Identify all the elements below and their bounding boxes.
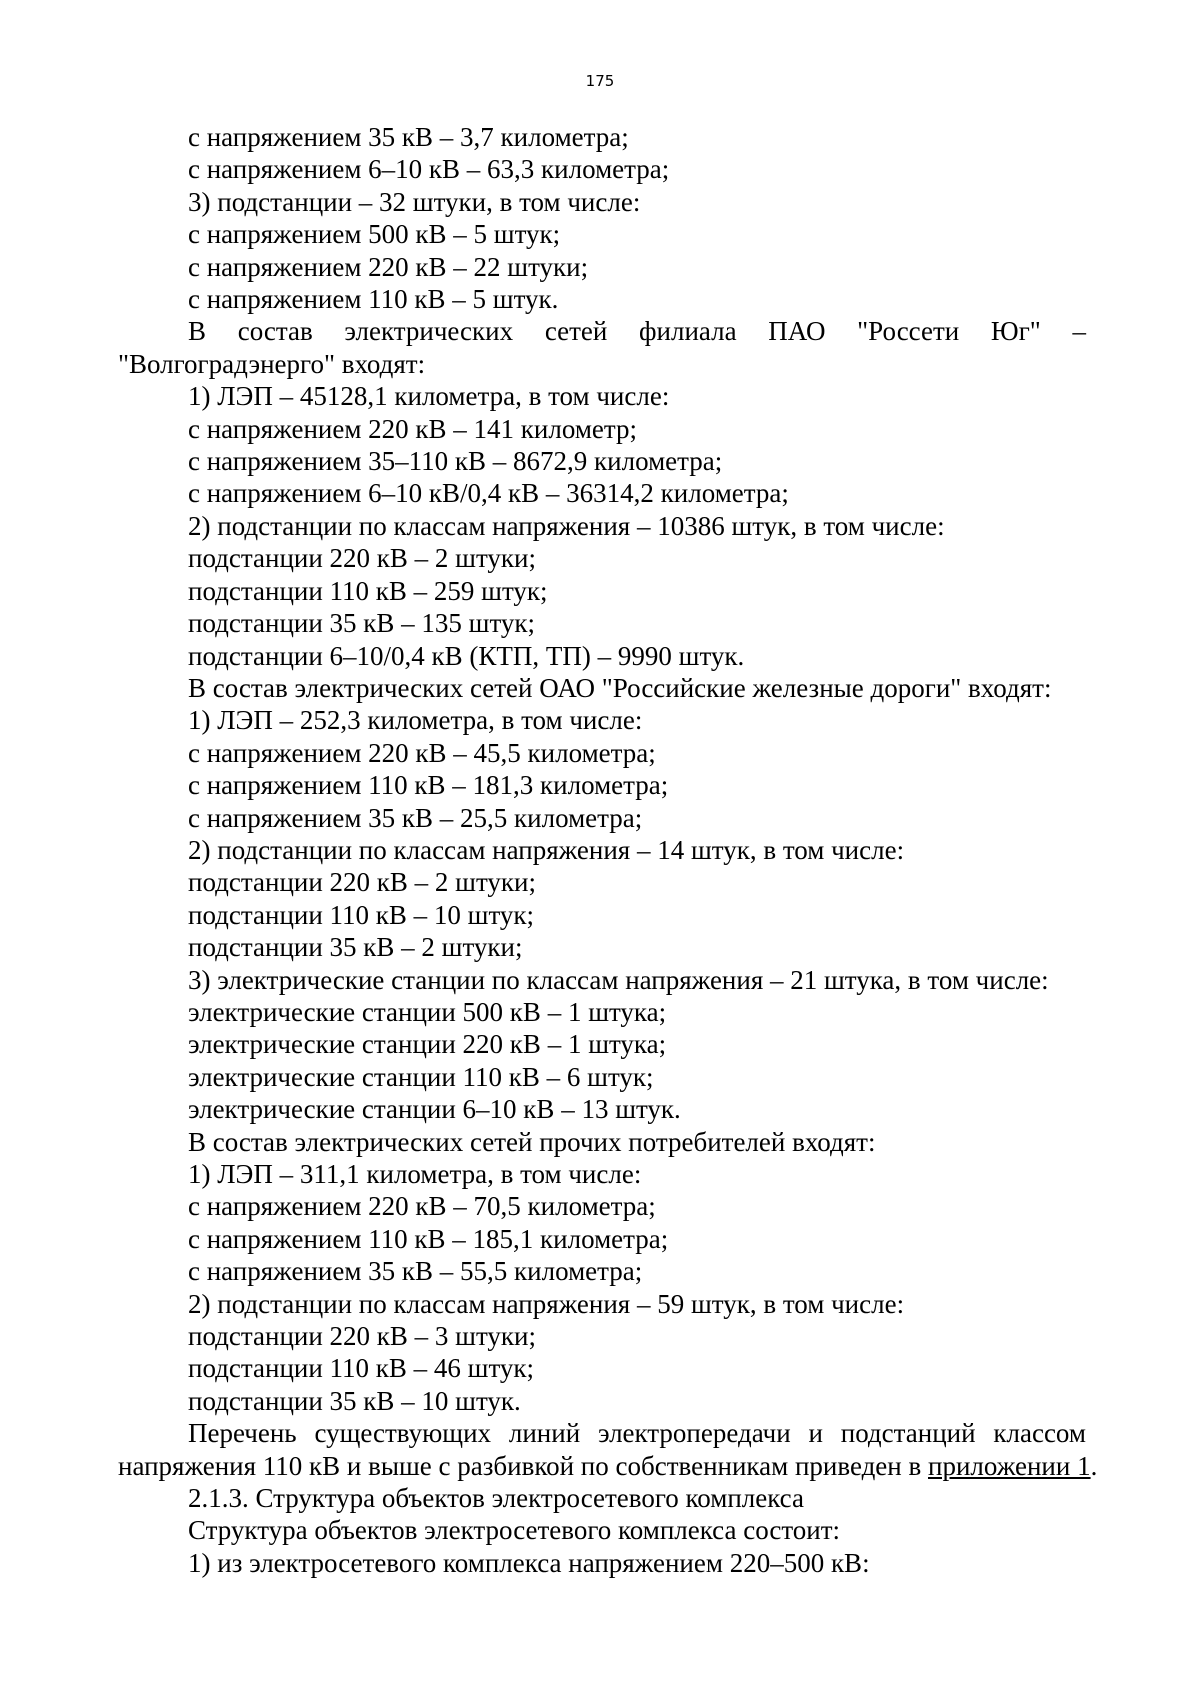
text-line: подстанции 35 кВ – 135 штук;: [188, 608, 536, 639]
text-line: с напряжением 35 кВ – 55,5 километра;: [188, 1256, 643, 1287]
text-line: с напряжением 110 кВ – 185,1 километра;: [188, 1223, 669, 1254]
text-line: электрические станции 500 кВ – 1 штука;: [188, 996, 667, 1027]
text-line: 1) ЛЭП – 45128,1 километра, в том числе:: [188, 381, 670, 412]
paragraph-list-continuation: [118, 1450, 1098, 1482]
text-line: подстанции 220 кВ – 2 штуки;: [188, 543, 536, 574]
text-line: электрические станции 6–10 кВ – 13 штук.: [188, 1094, 681, 1125]
text-line: с напряжением 110 кВ – 181,3 километра;: [188, 770, 669, 801]
text-line: 1) ЛЭП – 311,1 километра, в том числе:: [188, 1159, 642, 1189]
text-line: 2) подстанции по классам напряжения – 59 штук, в том числе:: [188, 1288, 905, 1319]
text-line: с напряжением 110 кВ – 5 штук.: [188, 284, 559, 315]
text-line: с напряжением 220 кВ – 141 километр;: [188, 413, 638, 444]
text-line: электрические станции 220 кВ – 1 штука;: [188, 1029, 667, 1060]
text-line: с напряжением 220 кВ – 70,5 километра;: [188, 1191, 656, 1222]
text-line: с напряжением 500 кВ – 5 штук;: [188, 219, 561, 250]
section-heading: 2.1.3. Структура объектов электросетевого комплекса: [188, 1483, 804, 1514]
paragraph-list-first-line: Перечень существующих линий электропередачи и подстанций классом: [188, 1418, 1086, 1449]
text-line: 1) ЛЭП – 252,3 километра, в том числе:: [188, 705, 643, 736]
text-line: подстанции 6–10/0,4 кВ (КТП, ТП) – 9990 штук.: [188, 640, 745, 671]
text-line: подстанции 35 кВ – 10 штук.: [188, 1385, 521, 1416]
document-body: [118, 121, 1098, 1579]
text-line: Структура объектов электросетевого комплекса состоит:: [188, 1515, 841, 1546]
text-line: электрические станции 110 кВ – 6 штук;: [188, 1061, 654, 1092]
text-line: с напряжением 6–10 кВ – 63,3 километра;: [188, 154, 670, 185]
text-line: 2) подстанции по классам напряжения – 14 штук, в том числе:: [188, 834, 905, 865]
paragraph-volgograd-continuation: "Волгоградэнерго" входят:: [118, 348, 426, 379]
text-line: с напряжением 220 кВ – 22 штуки;: [188, 251, 589, 282]
paragraph-list-end: .: [1090, 1450, 1098, 1481]
text-line: подстанции 35 кВ – 2 штуки;: [188, 932, 523, 963]
text-line: 3) электрические станции по классам напряжения – 21 штука, в том числе:: [188, 964, 1049, 995]
text-line: 3) подстанции – 32 штуки, в том числе:: [188, 186, 641, 217]
text-line: 2) подстанции по классам напряжения – 10386 штук, в том числе:: [188, 510, 945, 541]
appendix-1-link[interactable]: приложении 1: [928, 1450, 1091, 1481]
text-line: подстанции 220 кВ – 2 штуки;: [188, 867, 536, 898]
text-line: В состав электрических сетей прочих потребителей входят:: [188, 1126, 876, 1157]
paragraph-list-text: напряжения 110 кВ и выше с разбивкой по собственникам приведен в: [118, 1450, 928, 1481]
paragraph-volgograd-first-line: В состав электрических сетей филиала ПАО "Россети Юг" –: [188, 316, 1086, 347]
text-line: с напряжением 220 кВ – 45,5 километра;: [188, 737, 656, 768]
text-line: подстанции 110 кВ – 46 штук;: [188, 1353, 535, 1384]
text-line: 1) из электросетевого комплекса напряжением 220–500 кВ:: [188, 1547, 870, 1578]
text-line: подстанции 110 кВ – 259 штук;: [188, 575, 548, 606]
text-line: подстанции 110 кВ – 10 штук;: [188, 899, 535, 930]
text-line: подстанции 220 кВ – 3 штуки;: [188, 1321, 536, 1352]
text-line: В состав электрических сетей ОАО "Российские железные дороги" входят:: [188, 672, 1052, 703]
text-line: с напряжением 35–110 кВ – 8672,9 километра;: [188, 446, 723, 477]
text-line: с напряжением 35 кВ – 3,7 километра;: [188, 122, 629, 152]
text-line: с напряжением 6–10 кВ/0,4 кВ – 36314,2 километра;: [188, 478, 789, 509]
text-line: с напряжением 35 кВ – 25,5 километра;: [188, 802, 643, 833]
page-number: 175: [585, 72, 615, 90]
